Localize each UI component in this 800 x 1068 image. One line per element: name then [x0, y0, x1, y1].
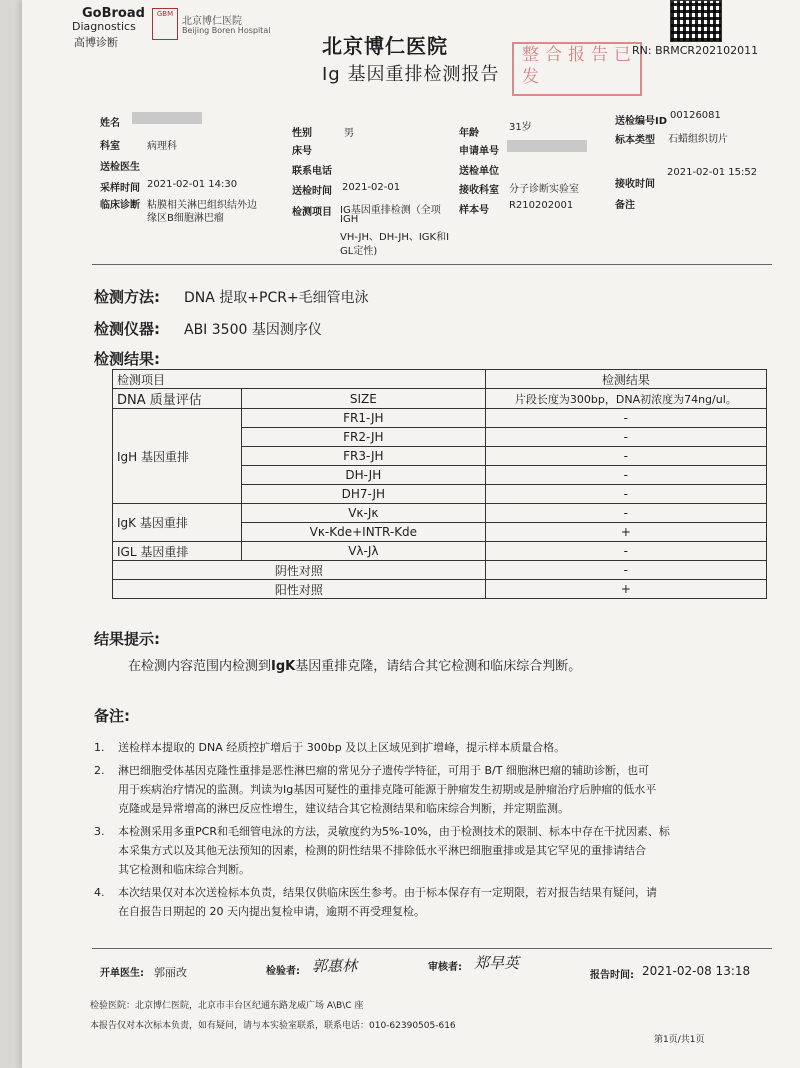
note-label: 备注: [615, 200, 635, 211]
diag-label: 临床诊断: [100, 200, 140, 211]
item-line1: IG基因重排检测（全项: [340, 205, 441, 216]
conclusion-text: 在检测内容范围内检测到IgK基因重排克隆，请结合其它检测和临床综合判断。: [128, 659, 582, 674]
sample-type-label: 标本类型: [615, 135, 655, 146]
issue-doctor-name: 郭丽改: [154, 966, 187, 979]
igk-row-result: +: [485, 523, 766, 542]
dept-label: 科室: [100, 141, 120, 152]
report-time-value: 2021-02-08 13:18: [642, 964, 751, 978]
sample-no-value: R210202001: [509, 200, 574, 211]
method-value: DNA 提取+PCR+毛细管电泳: [184, 290, 369, 306]
igh-label: IgH 基因重排: [113, 409, 242, 504]
instrument-label: 检测仪器:: [94, 320, 160, 338]
size-result: 片段长度为300bp，DNA初浓度为74ng/ul。: [485, 389, 766, 409]
report-sheet: [22, 0, 800, 1068]
remark-item: 3. 本检测采用多重PCR和毛细管电泳的方法，灵敏度约为5%-10%，由于检测技术的限制、标本中存在干扰因素、标 本采集方式以及其他无法预知的因素，检测的阴性结果不排除低水平淋巴细胞重排或是其它罕见的重排请结合 其它检测和临床综合判断。: [94, 825, 670, 876]
issue-doctor-label: 开单医生:: [100, 968, 144, 979]
results-table: [112, 369, 767, 599]
collect-time-value: 2021-02-01 14:30: [147, 179, 238, 190]
item-line2: IGH: [340, 214, 359, 225]
igl-label: IGL 基因重排: [113, 542, 242, 561]
remarks-list: [94, 738, 774, 925]
send-time-value: 2021-02-01: [342, 182, 401, 193]
checker-label: 检验者:: [266, 966, 300, 977]
igh-row-name: DH7-JH: [242, 485, 486, 504]
igh-row-result: -: [485, 466, 766, 485]
conclusion-label: 结果提示:: [94, 630, 160, 648]
igk-label: IgK 基因重排: [113, 504, 242, 542]
positive-control-label: 阳性对照: [113, 580, 486, 599]
table-row: [113, 580, 767, 599]
table-row: [113, 542, 767, 561]
collect-time-label: 采样时间: [100, 183, 140, 194]
igh-row-result: -: [485, 447, 766, 466]
igh-row-result: -: [485, 409, 766, 428]
doctor-label: 送检医生: [100, 162, 140, 173]
size-label: SIZE: [242, 389, 486, 409]
item-line4: GL定性): [340, 246, 378, 257]
send-time-label: 送检时间: [292, 186, 332, 197]
igh-row-name: DH-JH: [242, 466, 486, 485]
report-hospital-title: 北京博仁医院: [322, 34, 448, 58]
gbm-logo: GBM: [152, 8, 178, 40]
igh-row-name: FR1-JH: [242, 409, 486, 428]
logo-cn-text: 高博诊断: [74, 36, 118, 49]
igl-row-name: Vλ-Jλ: [242, 542, 486, 561]
item-label: 检测项目: [292, 207, 332, 218]
recv-time-label: 接收时间: [615, 179, 655, 190]
report-number: RN: BRMCR202102011: [632, 44, 759, 57]
header-item: 检测项目: [113, 370, 486, 389]
reviewer-signature: 郑早英: [474, 954, 520, 972]
igk-row-result: -: [485, 504, 766, 523]
sample-no-label: 样本号: [459, 205, 489, 216]
gobroad-logo: GoBroad: [82, 6, 145, 21]
sample-type-value: 石蜡组织切片: [668, 134, 728, 145]
divider: [92, 264, 772, 265]
footer-address: 检验医院：北京博仁医院，北京市丰台区纪通东路龙威广场 A\B\C 座: [90, 1001, 364, 1011]
name-redacted: [132, 112, 202, 124]
gender-value: 男: [344, 128, 354, 139]
footer-disclaimer: 本报告仅对本次标本负责，如有疑问，请与本实验室联系，联系电话：010-62390505-616: [90, 1021, 456, 1031]
igk-row-name: Vκ-Kde+INTR-Kde: [242, 523, 486, 542]
sample-id-label: 送检编号ID: [615, 116, 668, 127]
logo-diagnostics-text: Diagnostics: [72, 20, 136, 33]
name-label: 姓名: [100, 118, 120, 129]
age-value: 31岁: [509, 122, 532, 133]
app-no-value: 02102011: [507, 140, 587, 152]
negative-control-label: 阴性对照: [113, 561, 486, 580]
divider: [92, 948, 772, 949]
hospital-name-en: Beijing Boren Hospital: [182, 26, 271, 35]
instrument-value: ABI 3500 基因测序仪: [184, 322, 322, 338]
table-row: [113, 389, 767, 409]
bed-label: 床号: [292, 146, 312, 157]
positive-control-result: +: [485, 580, 766, 599]
report-time-label: 报告时间:: [590, 970, 634, 981]
checker-signature: 郭惠林: [312, 957, 358, 975]
app-no-label: 申请单号: [459, 146, 499, 157]
dept-value: 病理科: [147, 141, 177, 152]
igh-row-name: FR2-JH: [242, 428, 486, 447]
age-label: 年龄: [459, 128, 479, 139]
remark-item: 2. 淋巴细胞受体基因克隆性重排是恶性淋巴瘤的常见分子遗传学特征，可用于 B/T 细胞淋巴瘤的辅助诊断，也可 用于疾病治疗情况的监测。判读为Ig基因可疑性的重排克隆可能源于肿瘤发生初期或是肿瘤治疗后肿瘤的低水平 克隆或是异常增高的淋巴反应性增生，建议结合其它检测结果和临床综合判断，并定期监测。: [94, 764, 657, 815]
table-row: [113, 561, 767, 580]
remarks-label: 备注:: [94, 707, 130, 725]
reviewer-label: 审核者:: [428, 962, 462, 973]
negative-control-result: -: [485, 561, 766, 580]
phone-label: 联系电话: [292, 166, 332, 177]
unit-label: 送检单位: [459, 166, 499, 177]
igl-row-result: -: [485, 542, 766, 561]
recv-room-label: 接收科室: [459, 185, 499, 196]
igk-row-name: Vκ-Jκ: [242, 504, 486, 523]
report-title: Ig 基因重排检测报告: [322, 64, 500, 85]
gender-label: 性别: [292, 128, 312, 139]
sample-id-value: 00126081: [670, 110, 721, 121]
table-row: [113, 409, 767, 428]
table-header-row: [113, 370, 767, 389]
hospital-name-cn: 北京博仁医院: [182, 16, 242, 27]
page-number: 第1页/共1页: [654, 1035, 705, 1045]
table-row: [113, 504, 767, 523]
header-result: 检测结果: [485, 370, 766, 389]
diag-line2: 缘区B细胞淋巴瘤: [147, 213, 224, 224]
report-stamp: 整合报告已发: [512, 42, 642, 96]
remark-item: 1. 送检样本提取的 DNA 经质控扩增后于 300bp 及以上区域见到扩增峰，提示样本质量合格。: [94, 741, 566, 754]
qr-code-icon: [670, 0, 722, 42]
dna-quality-label: DNA 质量评估: [113, 389, 242, 409]
diag-line1: 粘膜相关淋巴组织结外边: [147, 200, 257, 211]
remark-item: 4. 本次结果仅对本次送检标本负责，结果仅供临床医生参考。由于标本保存有一定期限，若对报告结果有疑问，请 在自报告日期起的 20 天内提出复检申请，逾期不再受理复检。: [94, 886, 657, 918]
item-line3: VH-JH、DH-JH、IGK和I: [340, 232, 450, 243]
method-label: 检测方法:: [94, 288, 160, 306]
recv-room-value: 分子诊断实验室: [509, 184, 579, 195]
results-label: 检测结果:: [94, 350, 160, 368]
igh-row-name: FR3-JH: [242, 447, 486, 466]
igh-row-result: -: [485, 485, 766, 504]
recv-time-value: 2021-02-01 15:52: [667, 167, 758, 178]
igh-row-result: -: [485, 428, 766, 447]
